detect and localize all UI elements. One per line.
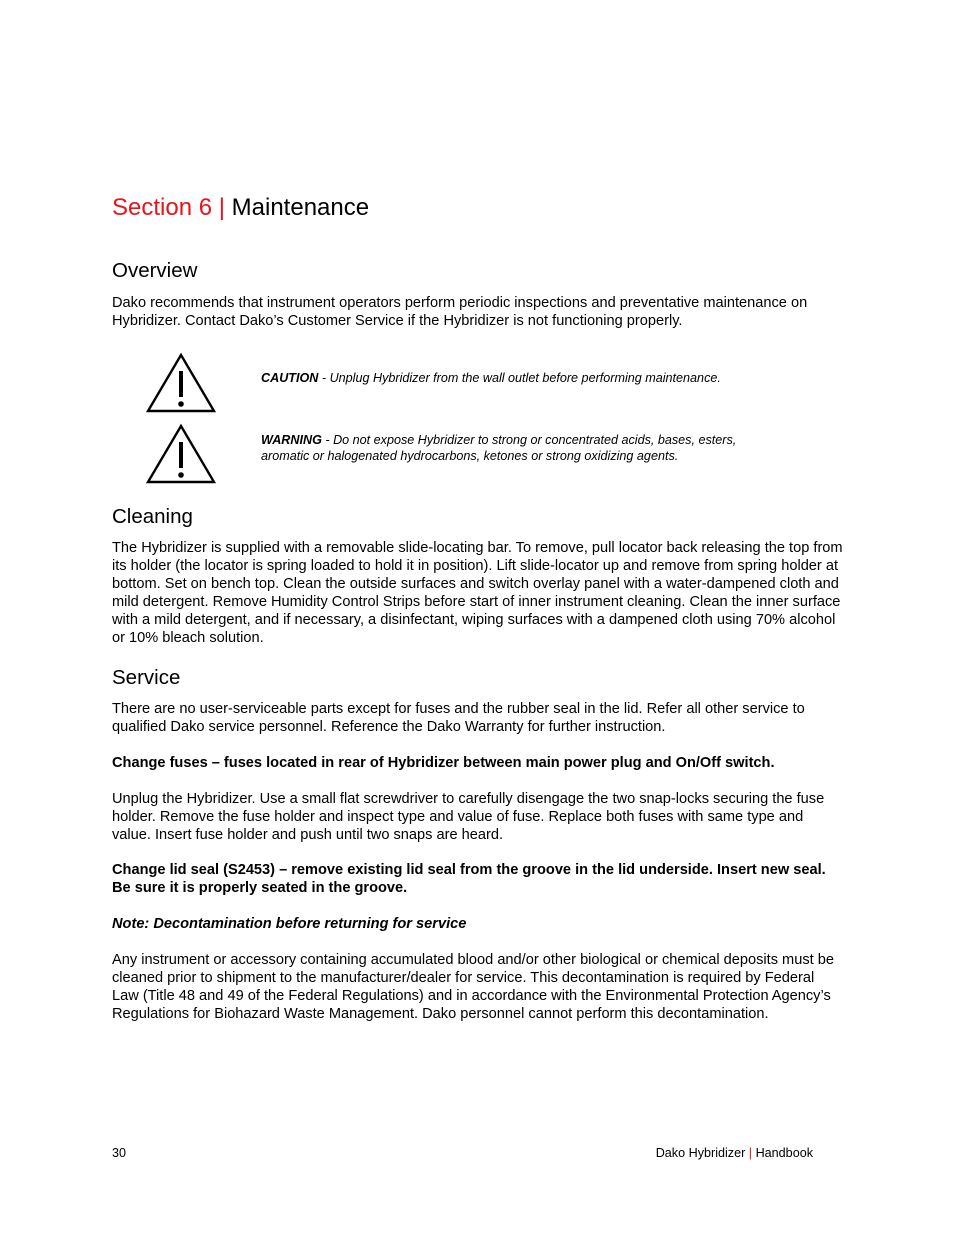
footer-separator: | xyxy=(748,1146,753,1160)
section-title xyxy=(112,193,369,223)
cleaning-heading: Cleaning xyxy=(112,505,193,528)
footer-book: Handbook xyxy=(755,1146,813,1160)
section-label: Section 6 xyxy=(112,194,213,221)
footer-title xyxy=(656,1145,813,1161)
fuse-text: Unplug the Hybridizer. Use a small flat screwdriver to carefully disengage the two snap-locks securing the fuse holder. Remove the fuse holder and inspect type and value of fuse. Replace both fuses with same type and value. Insert fuse holder and push until two snaps are heard. xyxy=(112,791,825,843)
footer-product: Dako Hybridizer xyxy=(655,1146,746,1160)
caution-notice xyxy=(261,371,821,387)
service-heading: Service xyxy=(112,666,181,689)
section-separator xyxy=(212,194,232,221)
decontamination-note: Note: Decontamination before returning for service xyxy=(112,916,467,932)
warning-notice xyxy=(261,433,781,464)
seal-heading: Change lid seal (S2453) – remove existing lid seal from the groove in the lid underside. Insert new seal. Be sure it is properly seated in the groove. xyxy=(112,862,826,896)
caution-text: - Unplug Hybridizer from the wall outlet before performing maintenance. xyxy=(318,371,721,385)
service-intro: There are no user-serviceable parts except for fuses and the rubber seal in the lid. Refer all other service to qualified Dako service personnel. Reference the Dako Warranty for further instruction. xyxy=(112,701,805,735)
section-separator-glyph: | xyxy=(218,194,225,221)
overview-heading: Overview xyxy=(112,259,198,282)
warning-triangle-icon xyxy=(145,422,217,486)
caution-label: CAUTION xyxy=(261,371,319,385)
cleaning-text: The Hybridizer is supplied with a removable slide-locating bar. To remove, pull locator back releasing the top from its holder (the locator is spring loaded to hold it in position). Lift slide-locator up and remove from spring holder at bottom. Set on bench top. Clean the outside surfaces and switch overlay panel with a water-dampened cloth and mild detergent. Remove Humidity Control Strips before start of inner instrument cleaning. Clean the inner surface with a mild detergent, and if necessary, a disinfectant, wiping surfaces with a dampened cloth using 70% alcohol or 10% bleach solution. xyxy=(112,540,843,646)
warning-text: - Do not expose Hybridizer to strong or concentrated acids, bases, esters, aromatic or halogenated hydrocarbons, ketones or strong oxidizing agents. xyxy=(261,433,737,463)
warning-label: WARNING xyxy=(261,433,322,447)
overview-text: Dako recommends that instrument operators perform periodic inspections and preventative maintenance on Hybridizer. Contact Dako’s Customer Service if the Hybridizer is not functioning properly. xyxy=(112,295,808,329)
warning-triangle-icon xyxy=(145,351,217,415)
section-name: Maintenance xyxy=(231,194,370,221)
decontamination-text: Any instrument or accessory containing accumulated blood and/or other biological or chemical deposits must be cleaned prior to shipment to the manufacturer/dealer for service. This decontamination is required by Federal Law (Title 48 and 49 of the Federal Regulations) and in accordance with the Environmental Protection Agency’s Regulations for Biohazard Waste Management. Dako personnel cannot perform this decontamination. xyxy=(112,952,834,1022)
page-number: 30 xyxy=(112,1146,127,1160)
fuse-heading: Change fuses – fuses located in rear of Hybridizer between main power plug and On/Off switch. xyxy=(112,755,775,771)
